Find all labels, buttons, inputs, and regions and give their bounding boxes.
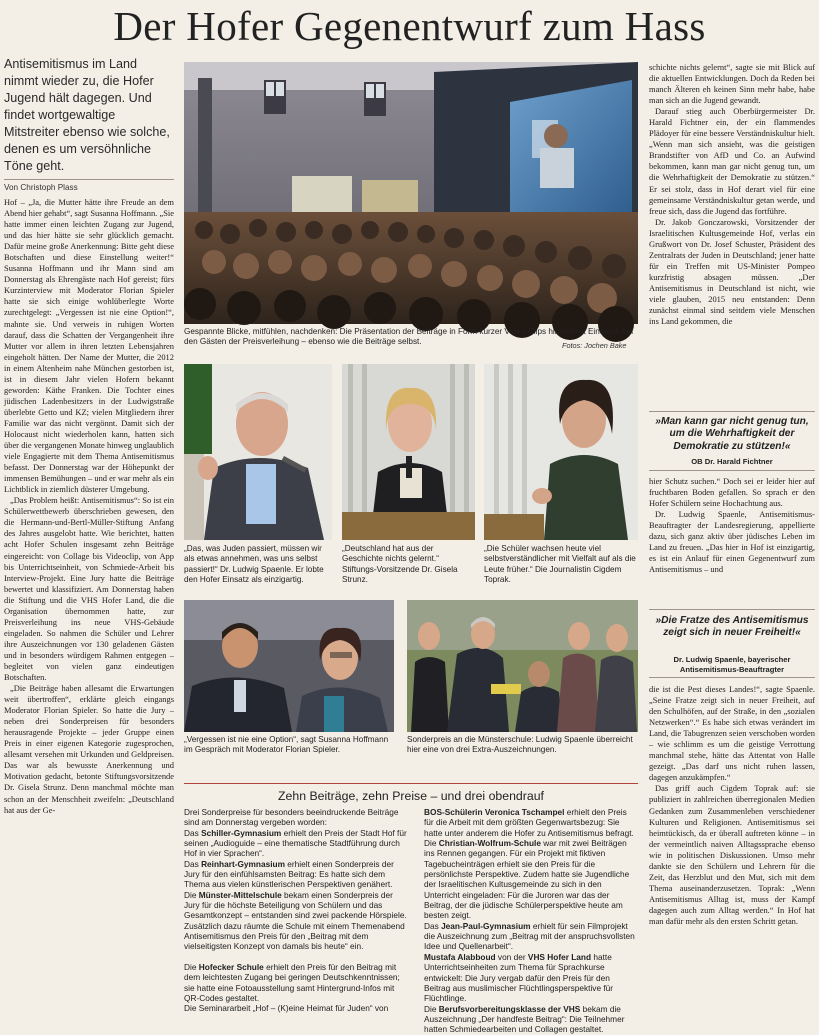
col1-paragraph-3: „Die Beiträge haben allesamt die Erwartungen weit übertroffen“, erklärte gleich eingangs Moderator Florian Spieler. So hatte die Jury – neben drei Sonderpreisen für besonders herausragende Projekte – jeder Gruppe einen Preis in einer eigenen Kategorie zugesprochen, allesamt versehen mit Urkunden und Geldpreisen. Das war als bewusste Anerkennung und Motivation gedacht, betonte Stiftungsvorsitzende Dr. Gisela Strunz. Denn manchmal möchte man schon an der Menschheit zweifeln: „Deutschland hat aus der Ge-	[4, 683, 174, 815]
col1-paragraph-2: „Das Problem heißt: Antisemitismus“: So ist ein Schülerwettbewerb überschrieben gewesen, den die Hermann-und-Bertl-Müller-Stiftung Anfang des Jahres ausgelobt hatte. Wie berichtet, hatten acht Hofer Schulen insgesamt zehn Beiträge eingereicht: von Collage bis Videoclip, von App bis Unterrichtseinheit, von Schmiede-Arbeit bis Interview-Projekt. Eine Jury hatte die Beiträge bewertet und klassifiziert. Am Donnerstag haben die Stiftung und die VHS Hofer Land, die die Organisation übernommen hatte, zur Preisverleihung ins neue VHS-Gebäude eingeladen. So nahmen die Schüler und Lehrer ihre Auszeichnungen vor 130 geladenen Gästen und in besonders würdigem Rahmen entgegen – begleitet von vielen ganz eindeutigen Botschaften.	[4, 495, 174, 683]
quote2-top-rule	[649, 609, 815, 610]
article-column-4-top	[649, 62, 815, 409]
quote1-text: Man kann gar nicht genug tun, um die Wehrhaftigkeit der Demokratie zu stützen!	[660, 416, 809, 452]
box-right-item: BOS-Schülerin Veronica Tschampel erhielt den Preis für die Arbeit mit dem größten Gegenwartsbezug: Sie hatte unter anderem die Hofer zu Antisemitismus befragt.	[424, 807, 634, 838]
box-column-right	[424, 807, 638, 1035]
box-left-item: Die Seminararbeit „Hof – (K)eine Heimat für Juden“ von	[184, 1003, 389, 1014]
photo-hoffmann-interview	[184, 600, 394, 732]
box-column-left	[184, 807, 408, 1021]
photo-strunz	[342, 364, 475, 540]
box-title: Zehn Beiträge, zehn Preise – und drei obendrauf	[278, 789, 544, 803]
col4-paragraph-1: schichte nichts gelernt“, sagte sie mit Blick auf die aktuellen Entwicklungen. Doch da Reden bei manch Älteren eh keinen Sinn mehr habe, habe man sich an die Jugend gewandt.	[649, 62, 815, 106]
quote2-source: Dr. Ludwig Spaenle, bayerischer Antisemitismus-Beauftragter	[673, 655, 791, 674]
pull-quote-spaenle: »Die Fratze des Antisemitismus zeigt sich in neuer Freiheit!«	[655, 615, 809, 639]
audience-illustration	[184, 62, 638, 324]
box-left-item: Drei Sonderpreise für besonders beeindruckende Beiträge sind am Donnerstag vergeben worden:	[184, 807, 399, 828]
headline: Der Hofer Gegenentwurf zum Hass	[113, 3, 706, 49]
box-top-rule	[184, 783, 638, 784]
box-right-item: Mustafa Alabboud von der VHS Hofer Land hatte Unterrichtseinheiten zum Thema für Sprachkurse entwickelt: Die Jury vergab dafür den Preis für den Beitrag aus muslimischer Flüchtlingsperspektive für Flüchtlinge.	[424, 951, 614, 1004]
box-right-item: Das Jean-Paul-Gymnasium erhielt für sein Filmprojekt die Auszeichnung zum „Beitrag mit der anspruchsvollsten Idee und Quellenarbeit“.	[424, 920, 635, 952]
col4-paragraph-2: Darauf stieg auch Oberbürgermeister Dr. Harald Fichtner ein, der ein flammendes Plädoyer für eine bessere Verständniskultur hielt. „Wenn man sich ansieht, was die geistigen Brandstifter von AfD und Co. an Aufwind bekommen, kann man gar nicht genug tun, um die Wehrhaftigkeit der Demokratie zu stützen.“ Er sei stolz, dass in Hof derart viel für eine gemeinsame Verständniskultur getan werde, und freue sich, dass die Jugend das fortführe.	[649, 106, 815, 216]
photo-spaenle	[184, 364, 332, 540]
box-left-item: Die Hofecker Schule erhielt den Preis für den Beitrag mit dem leichtesten Zugang bei geringen Deutschkenntnissen; sie hatte eine Fotoausstellung samt Hintergrund-Infos mit QR-Codes gestaltet.	[184, 961, 400, 1003]
hoffmann-illustration	[184, 600, 394, 732]
article-column-4-mid	[649, 476, 815, 606]
pull-quote-fichtner: »Man kann gar nicht genug tun, um die Wehrhaftigkeit der Demokratie zu stützen!«	[655, 416, 809, 452]
box-right-item: Die Christian-Wolfrum-Schule war mit zwei Beiträgen ins Rennen gegangen. Für ein Projekt mit fiktiven Tagebucheinträgen erhielt sie den Preis für die persönlichste Perspektive. Zudem hatte sie Jugendliche der Israelitischen Kultusgemeinde zu sich in den Unterricht eingeladen: Für die Juroren war das der Beitrag, der die jüdische Schülerperspektive heute am besten zeigt.	[424, 838, 630, 921]
spaenle-illustration	[184, 364, 332, 540]
strunz-illustration	[342, 364, 475, 540]
col4-mid-paragraph-2: Dr. Ludwig Spaenle, Antisemitismus-Beauftragter der Landesregierung, appellierte dazu, sich ganz aktiv über jüdisches Leben im Land zu freuen. „Das hier in Hof ist einzigartig, es ist ein Anlauf für einen Gegenentwurf zum Antisemitismus – und	[649, 509, 815, 575]
caption-toprak: „Die Schüler wachsen heute viel selbstverständlicher mit Vielfalt auf als die Leute früher.“ Die Journalistin Cigdem Toprak.	[484, 544, 636, 585]
photo-award-muensterschule	[407, 600, 638, 732]
caption-main-photo: Gespannte Blicke, mitfühlen, nachdenken: Die Präsentation der Beiträge in Form kurzer Video-Clips hinterlässt Eindruck bei den Gästen der Preisverleihung – ebenso wie die Beiträge selbst.	[184, 327, 634, 347]
main-photo-audience	[184, 62, 638, 324]
award-illustration	[407, 600, 638, 732]
col4-end-paragraph-1: die ist die Pest dieses Landes!“, sagte Spaenle. „Seine Fratze zeigt sich in neuer Freiheit, auf den Schulhöfen, auf der Straße, in den „sozialen Netzwerken“.“ Es habe sich etwas verändert im Land, die Tabugrenzen seien verschoben worden – wie schlimm es um die geistige Verrottung manchmal stehe, hätte das Attentat von Halle gezeigt. „Das darf uns nicht ruhen lassen, dagegen anzukämpfen.“	[649, 684, 815, 783]
quote1-source: OB Dr. Harald Fichtner	[691, 457, 773, 466]
box-left-item: Das Schiller-Gymnasium erhielt den Preis der Stadt Hof für seinen „Audioguide – eine thematische Stadtführung durch Hof in vier Sprachen“.	[184, 827, 407, 859]
quote1-top-rule	[649, 411, 815, 412]
caption-spaenle: „Das, was Juden passiert, müssen wir als etwas annehmen, was uns selbst passiert!“ Dr. Ludwig Spaenle. Er lobte den Hofer Einsatz als einzigartig.	[184, 544, 324, 585]
author-line: Von Christoph Plass	[4, 183, 78, 192]
quote2-bottom-rule	[649, 677, 815, 678]
quote1-bottom-rule	[649, 470, 815, 471]
author-rule	[4, 179, 174, 180]
box-left-item: Die Münster-Mittelschule bekam einen Sonderpreis der Jury für die höchste Beteiligung von Schülern und das Gesamtkonzept – entstanden sind zwei packende Hörspiele. Zusätzlich dazu räumte die Schule mit einem Themenabend Antisemitismus den Preis für den „Beitrag mit dem vielseitigsten Konzept von damals bis heute“ ein.	[184, 889, 407, 952]
box-right-item: Die Berufsvorbereitungsklasse der VHS bekam die Auszeichnung „Der handfeste Beitrag“: Die Teilnehmer hatten Schmiedearbeiten und Collagen gestaltet.	[424, 1003, 625, 1035]
col4-paragraph-3: Dr. Jakob Gonczarowski, Vorsitzender der Israelitischen Kultusgemeinde Hof, verlas ein Grußwort von Dr. Josef Schuster, Präsident des Zentralrats der Juden in Deutschland; jener hatte für ein Treffen mit US-Minister Pompeo kurzfristig absagen müssen. „Der Antisemitismus in Deutschland ist nicht, wie viele glauben, 2015 neu entstanden: Denn zunächst einmal sind seitdem viele Menschen ins Land gekommen, die	[649, 216, 815, 327]
col4-mid-paragraph-1: hier Schutz suchen.“ Doch sei er leider hier auf fruchtbaren Boden gefallen. So sprach er den Hofer Schülern seine Hochachtung aus.	[649, 476, 815, 509]
quote2-text: Die Fratze des Antisemitismus zeigt sich in neuer Freiheit!	[661, 615, 809, 639]
article-column-1	[4, 197, 174, 1021]
toprak-illustration	[484, 364, 638, 540]
box-left-item: Das Reinhart-Gymnasium erhielt einen Sonderpreis der Jury für den einfühlsamsten Beitrag: Es hatte sich dem Thema aus vielen künstlerischen Perspektiven genähert.	[184, 858, 394, 890]
col4-end-paragraph-2: Das griff auch Cigdem Toprak auf: sie publiziert in zahlreichen überregionalen Medien Gedanken zum Zusammenleben verschiedener Kulturen und Religionen. Antisemitismus sei heimtückisch, da er überall auftreten könne – in der vermeintlich naiven Alltagssprache ebenso wie in politischen Diskussionen. Umso mehr dankte sie den Schülern und Lehrern für die Zeit, das Herzblut und den Mut, sich mit dem Thema auseinanderzusetzen. Toprak: „Wenn Antisemitismus Alltag ist, muss der Kampf dagegen auch zum Alltag werden.“ In Hof hat man dafür mehr als den ersten Schritt getan.	[649, 783, 815, 926]
caption-hoffmann: „Vergessen ist nie eine Option“, sagt Susanna Hoffmann im Gespräch mit Moderator Florian Spieler.	[184, 735, 389, 755]
caption-award: Sonderpreis an die Münsterschule: Ludwig Spaenle überreicht hier eine von drei Extra-Auszeichnungen.	[407, 735, 633, 755]
col1-paragraph-1: Hof – „Ja, die Mutter hätte ihre Freude an dem Abend hier gehabt“, sagt Susanna Hoffmann. „Sie hatte immer einen leichten Zugang zur Jugend, und das hier hätte sie sehr glücklich gemacht. Dafür meine große Anerkennung: Bitte geht diese Botschaften und diese Einstellung weiter!“ Susanna Hoffmann und ihr Mann sind am Donnerstag als Ehrengäste nach Hof gereist; fürs Kurzinterview mit Moderator Florian Spieler hatte sie sich einige wohlüberlegte Worte zurechtgelegt: „Vergessen ist nie eine Option!“, mahnte sie. Und verweis in ruhigen Worten darauf, dass die Schatten der Vergangenheit ihre Mutter vor allem in ihren letzten Lebensjahren eingeholt hätten. Der Name der Mutter, die 2012 in einem Altenheim nahe München gestorben ist, ist in diesem Jahr vielen Hofern bekannt geworden: Käthe Franken. Die Tochter eines jüdischen Ladenbesitzers in der Ludwigstraße überlebte Getto und KZ; vielen Mitgliedern ihrer Familie war das nicht vergönnt. Damit sich der Holocaust nicht wiederholen kann, hatten sich über die vergangenen Monate hinweg unglaublich viele Engagierte mit dem Thema Antisemitismus befasst. Der Donnerstag war der Höhepunkt der immensen Bemühungen – und er war mehr als ein Lichtblick in ziemlich düsterer Umgebung.	[4, 197, 174, 495]
photo-credit: Fotos: Jochen Bake	[562, 341, 627, 350]
photo-toprak	[484, 364, 638, 540]
lead-text: Antisemitismus im Land nimmt wieder zu, die Hofer Jugend hält dagegen. Und findet wortgewaltige Mitstreiter ebenso wie solche, denen es um versöhnliche Töne geht.	[4, 57, 170, 173]
caption-strunz: „Deutschland hat aus der Geschichte nichts gelernt.“ Stiftungs-Vorsitzende Dr. Gisela Strunz.	[342, 544, 458, 585]
article-column-4-end	[649, 684, 815, 1022]
